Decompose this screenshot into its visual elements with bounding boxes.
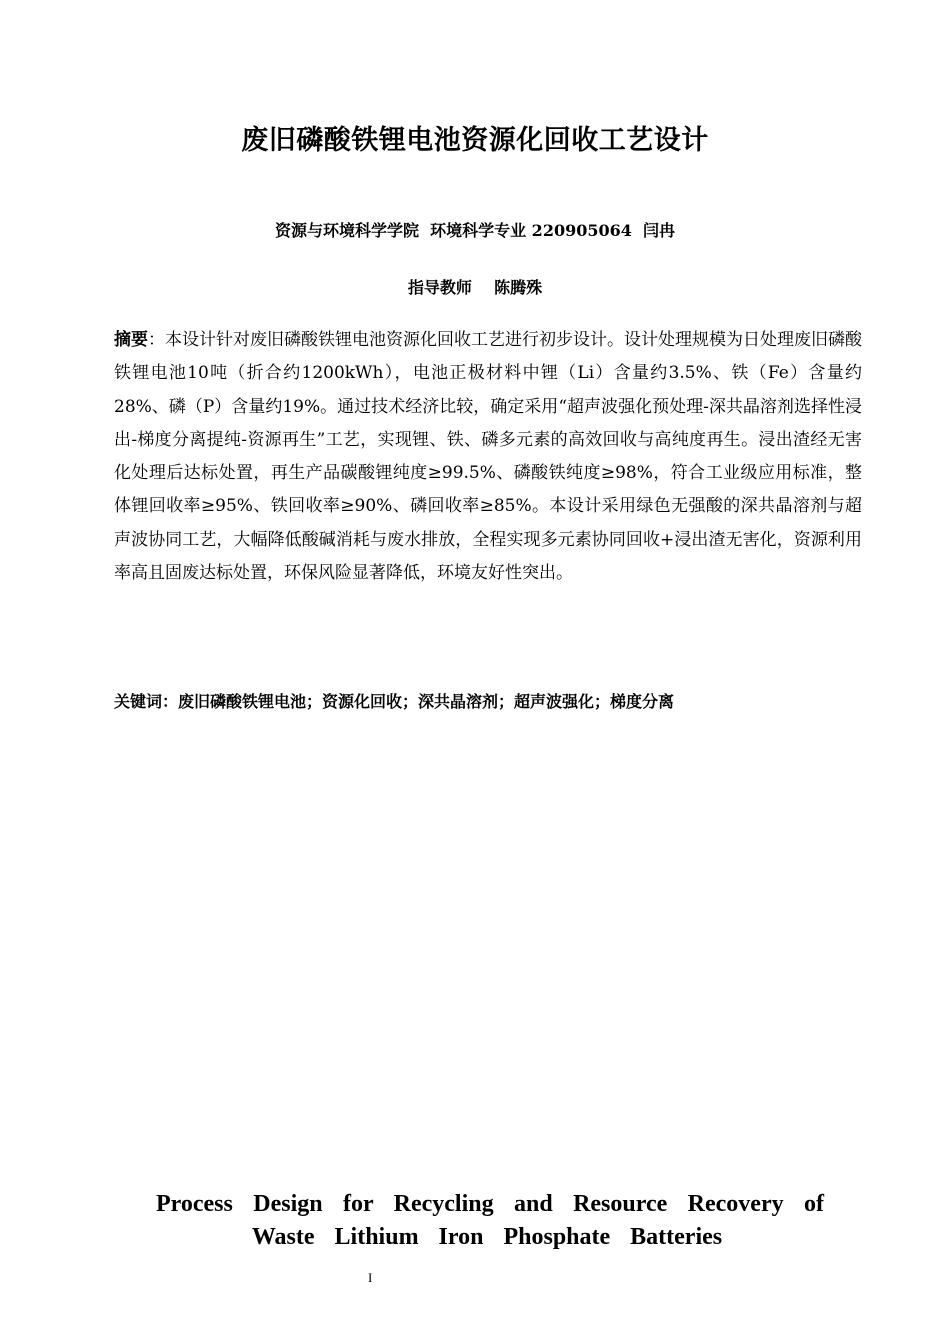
abstract-separator: ： [148,330,165,350]
author-info: 资源与环境科学学院 环境科学专业 220905064 闫冉 [274,221,676,240]
keywords-line: 关键词：废旧磷酸铁锂电池；资源化回收；深共晶溶剂；超声波强化；梯度分离 [114,692,675,711]
english-title-line-2: Waste Lithium Iron Phosphate Batteries [251,1224,723,1250]
advisor-info: 指导教师 陈腾殊 [407,278,543,297]
page-title: 废旧磷酸铁锂电池资源化回收工艺设计 [241,125,709,156]
abstract-text: 本设计针对废旧磷酸铁锂电池资源化回收工艺进行初步设计。设计处理规模为日处理废旧磷酸铁锂电池10吨（折合约1200kWh），电池正极材料中锂（Li）含量约3.5%、铁（Fe）含量约28%、磷（P）含量约19%。通过技术经济比较，确定采用“超声波强化预处理-深共晶溶剂选择性浸出-梯度分离提纯-资源再生”工艺，实现锂、铁、磷多元素的高效回收与高纯度再生。浸出渣经无害化处理后达标处置，再生产品碳酸锂纯度≥99.5%、磷酸铁纯度≥98%，符合工业级应用标准，整体锂回收率≥95%、铁回收率≥90%、磷回收率≥85%。本设计采用绿色无强酸的深共晶溶剂与超声波协同工艺，大幅降低酸碱消耗与废水排放，全程实现多元素协同回收+浸出渣无害化，资源利用率高且固废达标处置，环保风险显著降低，环境友好性突出。 [114,330,862,584]
page-number: I [368,1270,373,1285]
abstract-label: 摘要 [114,330,148,350]
english-title-line-1: Process Design for Recycling and Resource Recovery of [156,1191,824,1217]
english-title [150,1188,824,1254]
abstract-paragraph [114,324,862,590]
